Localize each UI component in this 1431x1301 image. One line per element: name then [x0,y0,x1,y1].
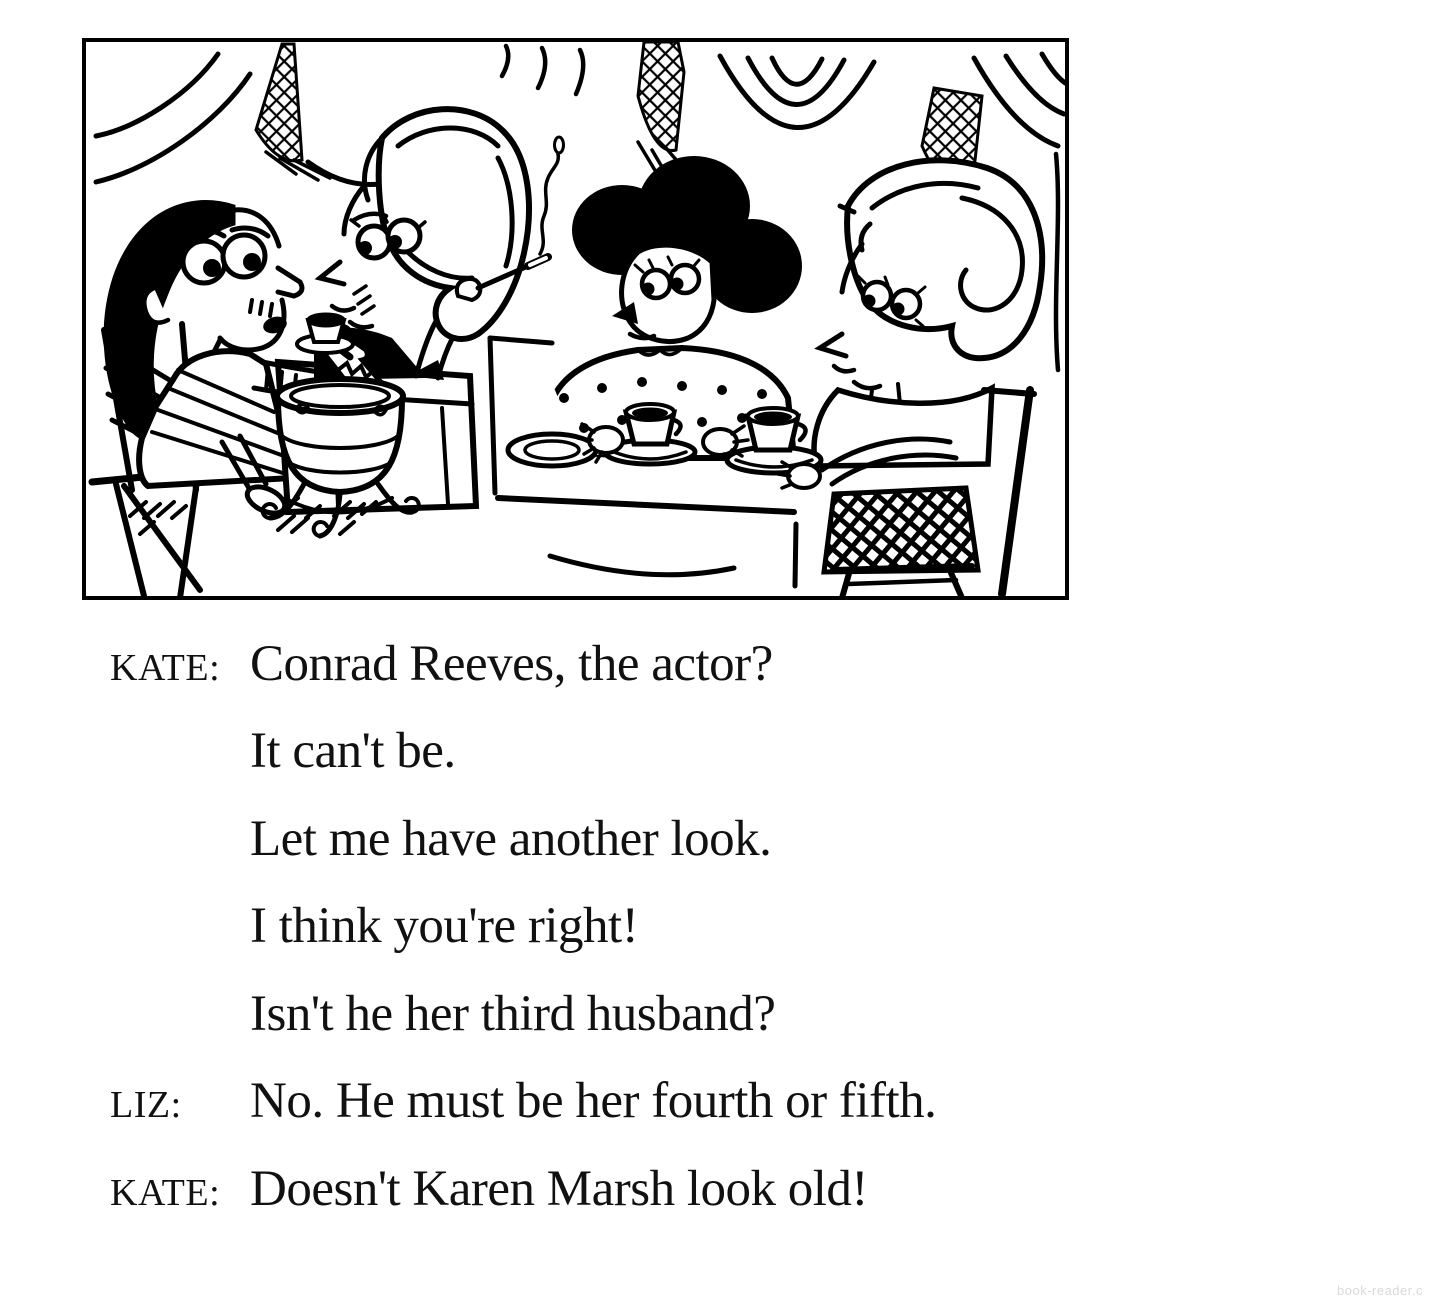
dialogue-line [110,897,638,955]
dialogue-text: Isn't he her third husband? [250,986,776,1042]
dialogue-line [110,1160,868,1218]
speaker-label: KATE: [110,647,221,689]
speaker-label: LIZ: [110,1084,182,1126]
dialogue-line [110,985,775,1043]
cartoon-illustration [82,38,1069,600]
speaker-label: KATE: [110,1172,221,1214]
dialogue-line [110,635,773,693]
dialogue-line [110,810,771,868]
watermark: book-reader.c [1337,1283,1423,1298]
dialogue-text: Let me have another look. [250,811,772,867]
dialogue-text: Conrad Reeves, the actor? [250,636,773,692]
dialogue-text: It can't be. [250,723,456,779]
dialogue-text: I think you're right! [250,898,639,954]
dialogue-line [110,1072,936,1130]
dialogue-line [110,722,456,780]
dialogue-text: No. He must be her fourth or fifth. [250,1073,937,1129]
dialogue-text: Doesn't Karen Marsh look old! [250,1161,868,1217]
